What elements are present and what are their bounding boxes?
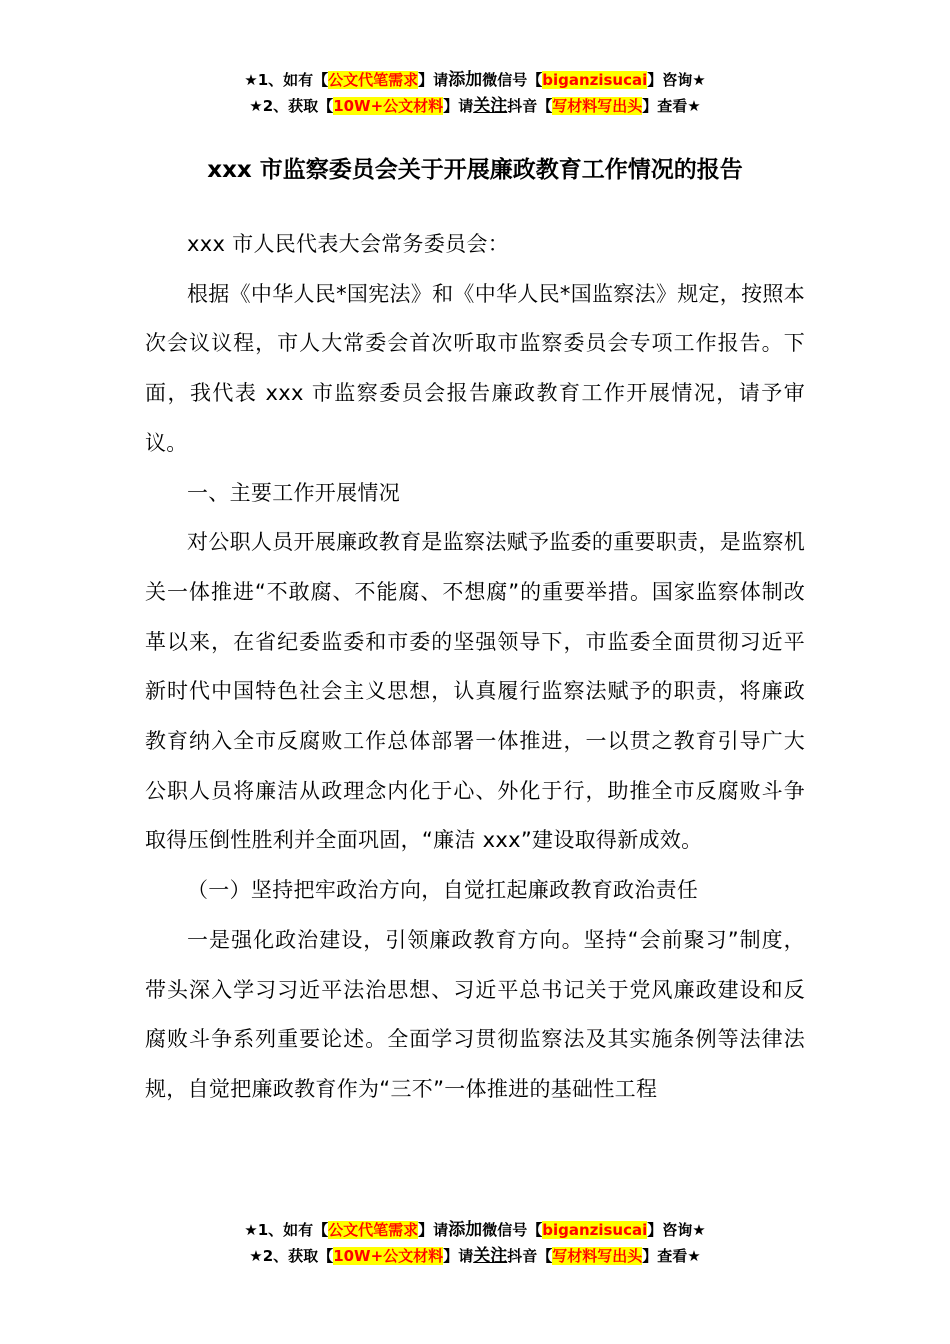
promo-line-1 xyxy=(0,67,950,93)
promo-douyin-id: 写材料写出头 xyxy=(552,97,643,115)
promo-banner-bottom xyxy=(0,1217,950,1269)
promo-text: 】请 xyxy=(418,1221,449,1239)
promo-text: ★2、获取【 xyxy=(249,97,334,115)
promo-line-2 xyxy=(0,1243,950,1269)
intro-paragraph: 根据《中华人民*国宪法》和《中华人民*国监察法》规定，按照本次会议议程，市人大常委会首次听取市监察委员会专项工作报告。下面，我代表 xxx 市监察委员会报告廉政教育工作开展情况，请予审议。 xyxy=(145,281,805,455)
promo-text: 抖音【 xyxy=(507,1247,553,1265)
salutation: xxx 市人民代表大会常务委员会： xyxy=(187,232,510,256)
promo-emphasis: 关注 xyxy=(473,96,508,116)
promo-highlight: 10W+公文材料 xyxy=(333,97,444,115)
promo-text: 】查看★ xyxy=(642,1247,701,1265)
promo-text: ★2、获取【 xyxy=(249,1247,334,1265)
document-body xyxy=(145,220,805,1115)
promo-line-1 xyxy=(0,1217,950,1243)
promo-banner-top xyxy=(0,67,950,119)
body-paragraph: 对公职人员开展廉政教育是监察法赋予监委的重要职责，是监察机关一体推进“不敢腐、不能腐、不想腐”的重要举措。国家监察体制改革以来，在省纪委监委和市委的坚强领导下，市监委全面贯彻习近平新时代中国特色社会主义思想，认真履行监察法赋予的职责，将廉政教育纳入全市反腐败工作总体部署一体推进，一以贯之教育引导广大公职人员将廉洁从政理念内化于心、外化于行，助推全市反腐败斗争取得压倒性胜利并全面巩固，“廉洁 xxx”建设取得新成效。 xyxy=(145,530,805,853)
promo-highlight: 公文代笔需求 xyxy=(328,71,419,89)
promo-emphasis: 关注 xyxy=(473,1246,508,1266)
promo-text: 抖音【 xyxy=(507,97,553,115)
promo-text: 】咨询★ xyxy=(647,1221,706,1239)
promo-text: 】请 xyxy=(443,1247,474,1265)
promo-highlight: 公文代笔需求 xyxy=(328,1221,419,1239)
section-heading: 一、主要工作开展情况 xyxy=(187,480,400,505)
promo-text: 微信号【 xyxy=(482,71,543,89)
promo-text: 微信号【 xyxy=(482,1221,543,1239)
promo-wechat-id: biganzisucai xyxy=(542,71,648,89)
promo-emphasis: 添加 xyxy=(448,70,483,90)
promo-text: 】查看★ xyxy=(642,97,701,115)
promo-douyin-id: 写材料写出头 xyxy=(552,1247,643,1265)
document-title: xxx 市监察委员会关于开展廉政教育工作情况的报告 xyxy=(207,157,743,183)
promo-text: 】请 xyxy=(443,97,474,115)
promo-text: 】请 xyxy=(418,71,449,89)
promo-emphasis: 添加 xyxy=(448,1220,483,1240)
promo-text: 】咨询★ xyxy=(647,71,706,89)
subsection-heading: （一）坚持把牢政治方向，自觉扛起廉政教育政治责任 xyxy=(187,878,699,903)
body-paragraph: 一是强化政治建设，引领廉政教育方向。坚持“会前聚习”制度，带头深入学习习近平法治思想、习近平总书记关于党风廉政建设和反腐败斗争系列重要论述。全面学习贯彻监察法及其实施条例等法律法规，自觉把廉政教育作为“三不”一体推进的基础性工程 xyxy=(145,927,805,1101)
promo-highlight: 10W+公文材料 xyxy=(333,1247,444,1265)
promo-line-2 xyxy=(0,93,950,119)
promo-text: ★1、如有【 xyxy=(244,71,329,89)
promo-text: ★1、如有【 xyxy=(244,1221,329,1239)
promo-wechat-id: biganzisucai xyxy=(542,1221,648,1239)
